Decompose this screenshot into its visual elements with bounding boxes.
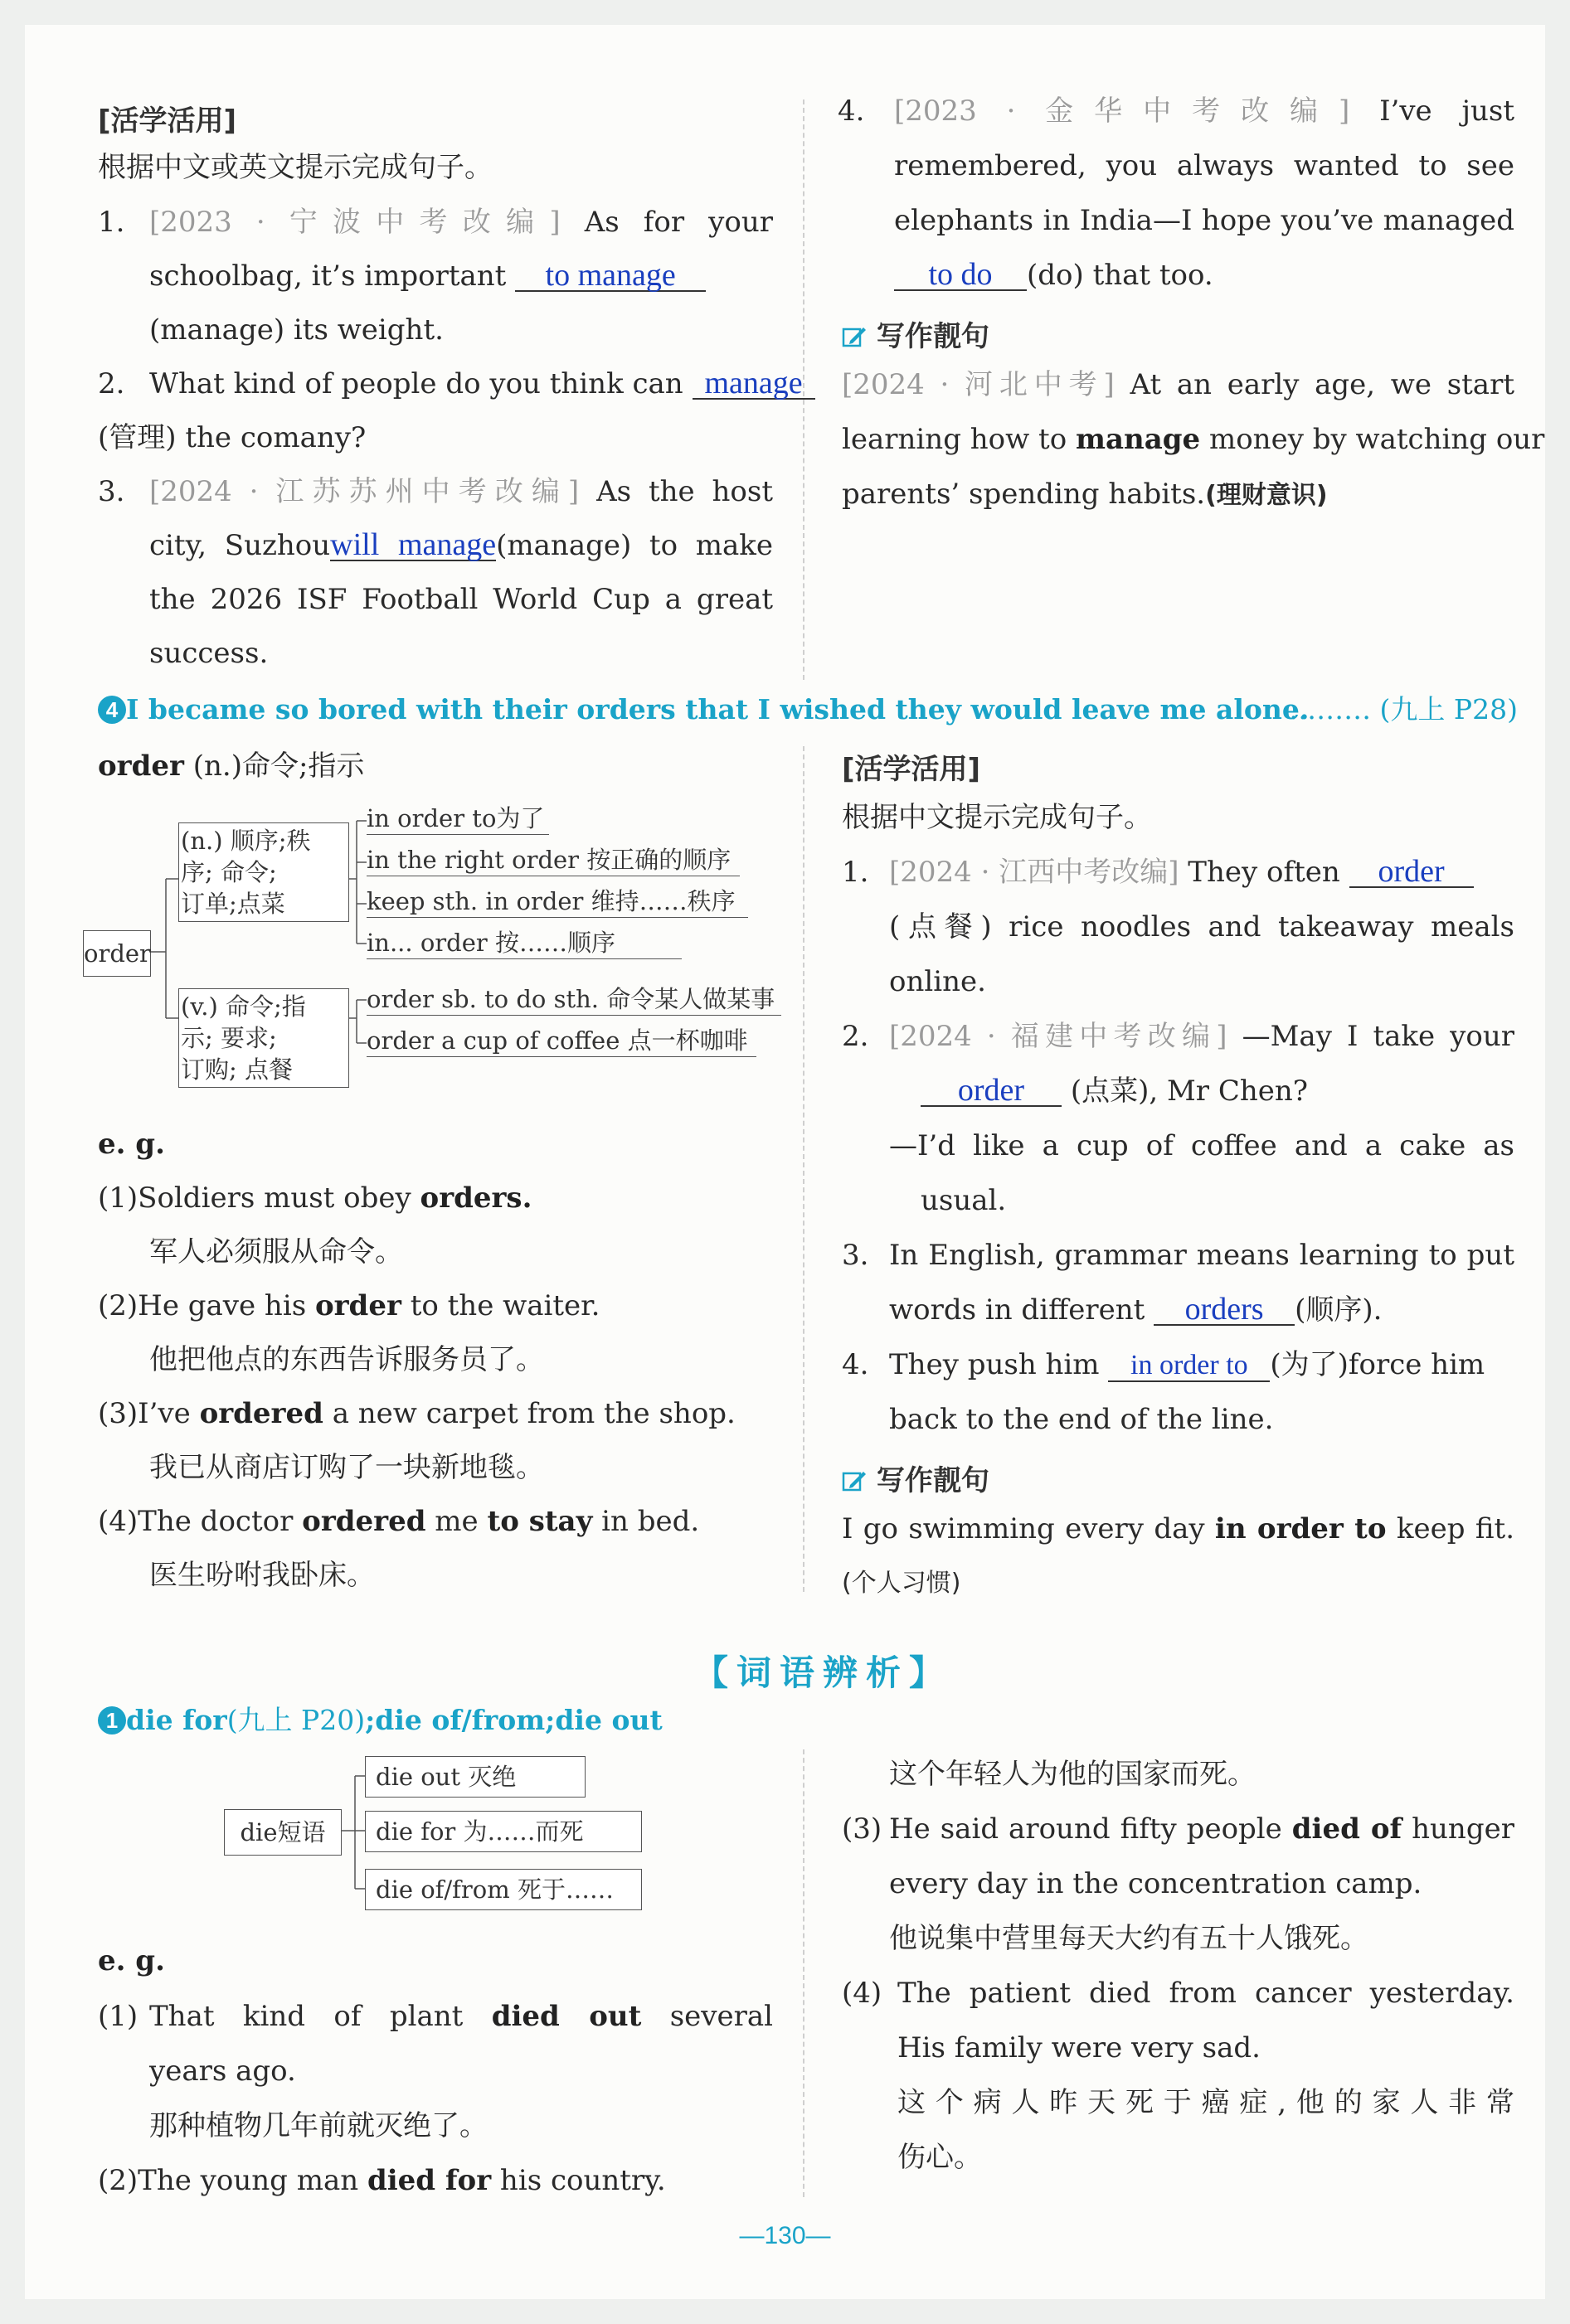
- mindmap-root: order: [83, 930, 151, 977]
- answer-blank: will manage: [330, 527, 497, 562]
- question-number: 1.: [842, 856, 869, 889]
- question-2-line-2: order (点菜), Mr Chen?: [921, 1075, 1308, 1108]
- example-4: The patient died from cancer yesterday.: [897, 1977, 1514, 2010]
- answer-blank: manage: [693, 368, 815, 400]
- mindmap-noun-item: in... order 按……顺序: [367, 927, 682, 959]
- question-4-line-2: back to the end of the line.: [889, 1403, 1274, 1436]
- mindmap-verb-box: (v.) 命令;指 示; 要求; 订购; 点餐: [178, 988, 349, 1088]
- column-divider-middle: [803, 746, 804, 1592]
- section-title: 【词语辨析】: [693, 1652, 953, 1693]
- question-4-line-2: remembered, you always wanted to see: [894, 149, 1514, 182]
- answer-blank: order: [1349, 856, 1474, 888]
- example-4-line-2: His family were very sad.: [897, 2031, 1261, 2064]
- writing-line-2: learning how to manage money by watching our: [842, 423, 1545, 456]
- example-1: That kind of plant died out several: [149, 2000, 773, 2033]
- example-1-translation: 那种植物几年前就灭绝了。: [149, 2109, 488, 2142]
- example-4: (4)The doctor ordered me to stay in bed.: [98, 1505, 700, 1538]
- practice-header: [活学活用]: [98, 104, 237, 138]
- key-sentence: I became so bored with their orders that I wished they would leave me alone.: [126, 693, 1310, 725]
- example-2-translation: 这个年轻人为他的国家而死。: [889, 1758, 1256, 1791]
- example-number: (1): [98, 2000, 139, 2033]
- question-2-line-2: (管理) the comany?: [98, 421, 367, 454]
- example-1-translation: 军人必须服从命令。: [149, 1235, 403, 1269]
- mindmap-noun-item: in the right order 按正确的顺序: [367, 844, 740, 876]
- mindmap-noun-item: keep sth. in order 维持……秩序: [367, 885, 748, 918]
- mindmap-phrase-die-of: die of/from 死于……: [365, 1869, 642, 1910]
- pencil-note-icon: [842, 1468, 867, 1492]
- answer-blank: in order to: [1108, 1351, 1270, 1382]
- example-number: (4): [842, 1977, 882, 2010]
- question-2-line-1: [2024 · 福建中考改编] —May I take your: [889, 1020, 1515, 1053]
- mindmap-noun-item: in order to为了: [367, 803, 549, 835]
- example-2: (2)The young man died for his country.: [98, 2164, 666, 2197]
- question-3-line-4: success.: [149, 637, 269, 670]
- question-number: 2.: [842, 1020, 869, 1053]
- mindmap-verb-item: order sb. to do sth. 命令某人做某事: [367, 983, 781, 1016]
- mindmap-phrase-die-out: die out 灭绝: [365, 1756, 586, 1798]
- phrase-heading: 1 die for(九上 P20);die of/from;die out: [98, 1704, 663, 1737]
- question-4-line-3: elephants in India—I hope you’ve managed: [894, 204, 1514, 237]
- question-1-line-2: (点餐) rice noodles and takeaway meals: [889, 910, 1514, 944]
- question-number: 3.: [98, 475, 125, 508]
- answer-blank: to do: [894, 260, 1027, 291]
- question-number: 3.: [842, 1239, 869, 1272]
- question-number: 4.: [838, 95, 865, 128]
- question-source: [2024 · 福建中考改编]: [889, 1020, 1227, 1053]
- answer-blank: to manage: [515, 260, 706, 292]
- mindmap-root: die短语: [224, 1809, 342, 1856]
- question-2-line-3: —I’d like a cup of coffee and a cake as: [889, 1129, 1514, 1162]
- example-3-line-2: every day in the concentration camp.: [889, 1867, 1422, 1900]
- question-1-line-3: online.: [889, 965, 986, 998]
- question-number: 4.: [842, 1348, 869, 1381]
- question-source: [2023 · 宁波中考改编]: [149, 206, 561, 239]
- item-number-badge: 4: [98, 696, 126, 724]
- column-divider-bottom: [803, 1749, 804, 2197]
- mindmap-verb-item: order a cup of coffee 点一杯咖啡: [367, 1025, 756, 1057]
- writing-highlight-title: 写作靓句: [842, 313, 989, 354]
- example-3-translation: 我已从商店订购了一块新地毯。: [149, 1451, 544, 1484]
- question-2-line-4: usual.: [921, 1184, 1007, 1217]
- writing-line-2: (个人习惯): [842, 1569, 961, 1598]
- question-4-line-4: to do (do) that too.: [894, 259, 1213, 292]
- item-number-badge: 1: [98, 1706, 126, 1735]
- example-number: (3): [842, 1812, 882, 1846]
- writing-line-3: parents’ spending habits.(理财意识): [842, 478, 1328, 511]
- example-1-line-2: years ago.: [149, 2055, 296, 2088]
- question-3-line-2: city, Suzhouwill manage(manage) to make: [149, 527, 773, 562]
- writing-line-1: I go swimming every day in order to keep fit.: [842, 1512, 1515, 1545]
- mindmap-noun-box: (n.) 顺序;秩 序; 命令; 订单;点菜: [178, 822, 349, 922]
- practice-instruction: 根据中文或英文提示完成句子。: [98, 151, 493, 184]
- answer-blank: order: [921, 1075, 1062, 1107]
- writing-line-1: [2024 · 河北中考] At an early age, we start: [842, 368, 1514, 401]
- word-definition: order (n.)命令;指示: [98, 750, 365, 783]
- question-3-line-2: words in different orders (顺序).: [889, 1292, 1383, 1327]
- question-number: 2.: [98, 367, 125, 400]
- example-4-translation-line-2: 伤心。: [897, 2141, 982, 2174]
- writing-highlight-title: 写作靓句: [842, 1458, 989, 1498]
- question-1-line-3: (manage) its weight.: [149, 313, 444, 347]
- question-3-line-1: [2024 · 江苏苏州中考改编] As the host: [149, 475, 774, 508]
- example-4-translation: 这个病人昨天死于癌症,他的家人非常: [897, 2086, 1514, 2119]
- question-4-line-1: They push him in order to (为了)force him: [889, 1348, 1485, 1381]
- question-3-line-3: the 2026 ISF Football World Cup a great: [149, 583, 773, 616]
- practice-header: [活学活用]: [842, 753, 981, 786]
- question-1-line-1: [2024 · 江西中考改编] They often order: [889, 856, 1474, 889]
- example-3: (3)I’ve ordered a new carpet from the shop.: [98, 1397, 736, 1430]
- example-3-translation: 他说集中营里每天大约有五十人饿死。: [889, 1922, 1368, 1955]
- example-3: He said around fifty people died of hunger: [889, 1812, 1514, 1846]
- example-label: e. g.: [98, 1128, 165, 1161]
- practice-instruction: 根据中文提示完成句子。: [842, 801, 1152, 834]
- pencil-note-icon: [842, 323, 867, 348]
- question-2-line-1: What kind of people do you think can manage: [149, 367, 815, 400]
- question-3-line-1: In English, grammar means learning to put: [889, 1239, 1514, 1272]
- example-label: e. g.: [98, 1944, 165, 1977]
- example-1: (1)Soldiers must obey orders.: [98, 1181, 532, 1215]
- question-source: [2024 · 江苏苏州中考改编]: [149, 475, 580, 508]
- key-sentence-banner: [98, 693, 1518, 726]
- textbook-reference: ……… (九上 P28): [1289, 693, 1518, 725]
- question-source: [2023 · 金华中考改编]: [894, 95, 1350, 128]
- example-4-translation: 医生吩咐我卧床。: [149, 1559, 375, 1592]
- example-2: (2)He gave his order to the waiter.: [98, 1289, 600, 1322]
- question-number: 1.: [98, 206, 125, 239]
- example-2-translation: 他把他点的东西告诉服务员了。: [149, 1343, 544, 1376]
- question-4-line-1: [2023 · 金华中考改编] I’ve just: [894, 95, 1514, 128]
- question-1-line-1: [2023 · 宁波中考改编] As for your: [149, 206, 773, 239]
- mindmap-phrase-die-for: die for 为……而死: [365, 1811, 642, 1852]
- question-source: [2024 · 河北中考]: [842, 368, 1115, 401]
- page-number: —130—: [739, 2222, 831, 2249]
- answer-blank: orders: [1154, 1294, 1295, 1326]
- question-source: [2024 · 江西中考改编]: [889, 856, 1179, 889]
- question-1-line-2: schoolbag, it’s important to manage: [149, 260, 706, 293]
